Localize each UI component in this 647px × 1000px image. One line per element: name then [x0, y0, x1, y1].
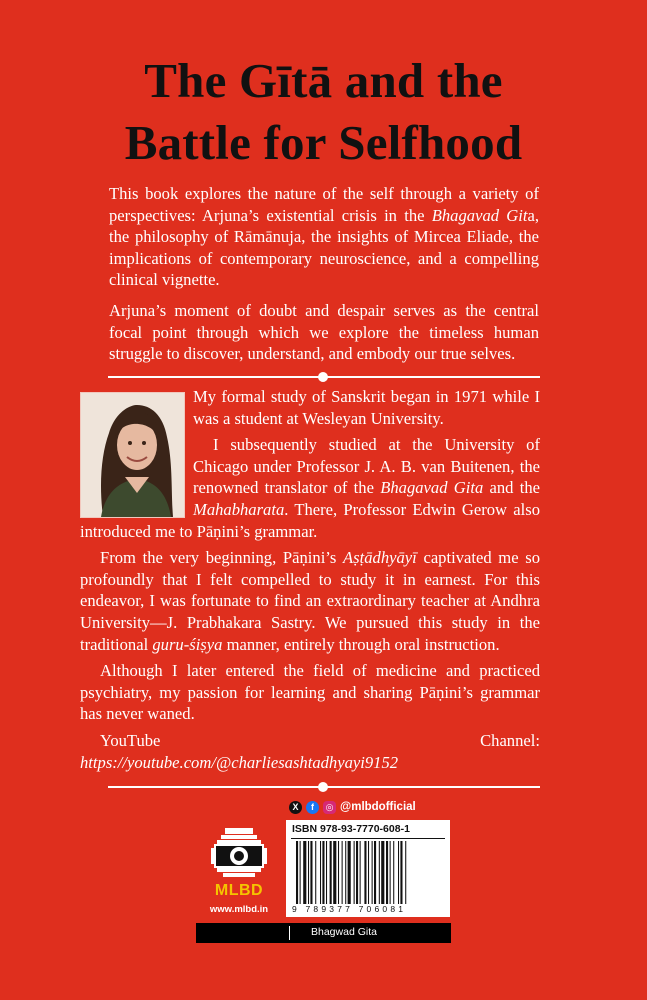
bio-paragraph-3: From the very beginning, Pāṇini’s Aṣṭādhyāyī captivated me so profoundly that I felt compelled to study it in earnest. For this endeavor, I was fortunate to find an extraordinary teacher at Andhra University—J. Prabhakara Sastry. We pursued this study in the traditional guru-śiṣya manner, entirely through oral instruction. [80, 548, 540, 654]
isbn-rule [291, 838, 445, 839]
youtube-channel [80, 730, 540, 773]
category-strip [196, 923, 451, 943]
publisher-url[interactable]: www.mlbd.in [209, 904, 269, 915]
instagram-icon[interactable]: ◎ [323, 801, 336, 814]
publisher-emblem-icon [207, 826, 271, 882]
youtube-link[interactable]: https://youtube.com/@charliesashtadhyayi9152 [80, 752, 399, 772]
strip-separator [289, 926, 290, 940]
social-links [289, 799, 416, 815]
divider-dot [318, 782, 328, 792]
book-title-line-1: The Gītā and the [144, 53, 503, 108]
category-label: Bhagwad Gita [311, 926, 377, 938]
publisher-logo [207, 826, 271, 922]
photo-spacer [80, 386, 193, 510]
bio-paragraph-1: My formal study of Sanskrit began in 1971 while I was a student at Wesleyan University. [193, 387, 540, 428]
barcode-digits: 9 789377 706081 [292, 904, 407, 914]
bio-paragraph-4: Although I later entered the field of medicine and practiced psychiatry, my passion for learning and sharing Pāṇini’s grammar has never waned. [80, 661, 540, 724]
isbn-barcode-panel [286, 820, 450, 917]
book-title [0, 50, 647, 174]
ornamental-divider-bottom [108, 786, 540, 788]
ornamental-divider-top [108, 376, 540, 378]
publisher-wordmark: MLBD [214, 882, 264, 899]
youtube-label: YouTube Channel: [100, 730, 540, 750]
bio-paragraph-2: I subsequently studied at the University of Chicago under Professor J. A. B. van Buitenen, the renowned translator of the Bhagavad Gita and the Mahabharata. There, Professor Edwin Gerow also introduced me to Pāṇini’s grammar. [80, 435, 541, 541]
author-bio [80, 386, 540, 778]
barcode-icon [296, 841, 442, 904]
book-title-line-2: Battle for Selfhood [124, 115, 523, 170]
x-icon[interactable]: X [289, 801, 302, 814]
isbn-number: ISBN 978-93-7770-608-1 [292, 823, 410, 835]
description-paragraph-1: This book explores the nature of the self through a variety of perspectives: Arjuna’s existential crisis in the Bhagavad Gita, the philosophy of Rāmānuja, the insights of Mircea Eliade, the implications of contemporary neuroscience, and a compelling clinical vignette. [109, 184, 539, 290]
facebook-icon[interactable]: f [306, 801, 319, 814]
social-handle[interactable]: @mlbdofficial [340, 801, 416, 813]
divider-dot [318, 372, 328, 382]
description-paragraph-2: Arjuna’s moment of doubt and despair serves as the central focal point through which we explore the timeless human struggle to discover, understand, and embody our true selves. [109, 300, 539, 364]
book-description [109, 183, 539, 374]
